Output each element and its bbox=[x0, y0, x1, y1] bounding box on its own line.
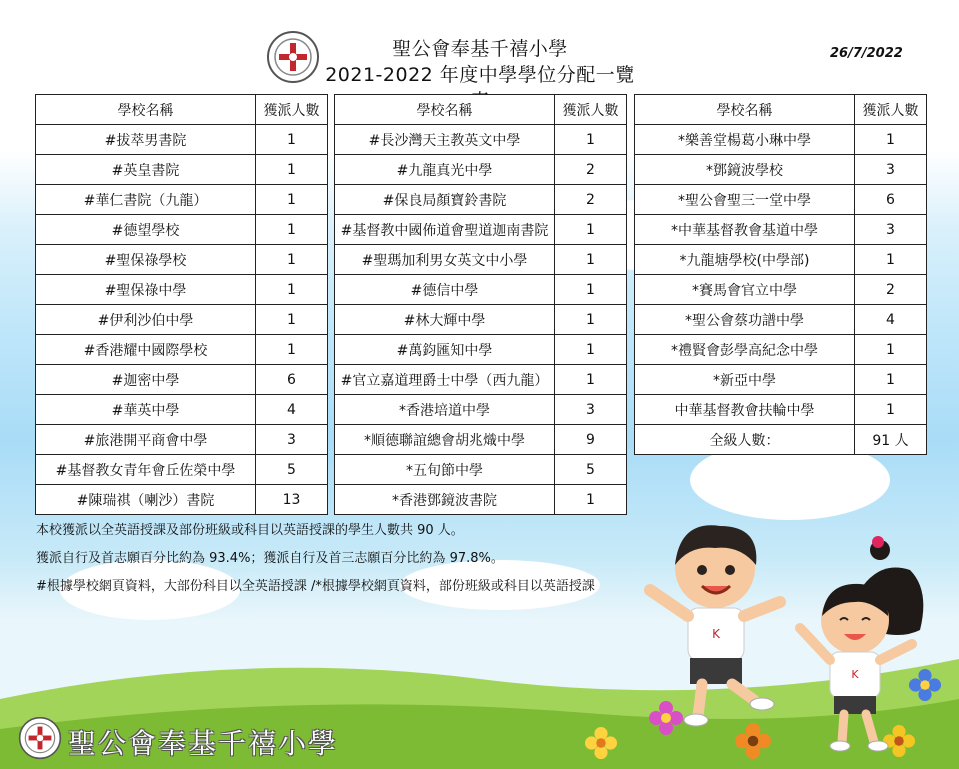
header-school: 學校名稱 bbox=[36, 95, 256, 125]
school-name-cell: *香港鄧鏡波書院 bbox=[335, 485, 555, 515]
table-row bbox=[335, 455, 627, 485]
table-row bbox=[36, 365, 328, 395]
school-name-cell: *香港培道中學 bbox=[335, 395, 555, 425]
total-value: 91 人 bbox=[855, 425, 927, 455]
school-name-cell: #保良局顏寶鈴書院 bbox=[335, 185, 555, 215]
allocation-count-cell: 1 bbox=[855, 245, 927, 275]
header-school: 學校名稱 bbox=[635, 95, 855, 125]
note-line: #根據學校網頁資料，大部份科目以全英語授課 /*根據學校網頁資料，部份班級或科目以英語授課 bbox=[36, 579, 595, 594]
school-name-cell: #九龍真光中學 bbox=[335, 155, 555, 185]
table-row bbox=[36, 425, 328, 455]
school-name-cell: #聖瑪加利男女英文中小學 bbox=[335, 245, 555, 275]
allocation-count-cell: 9 bbox=[555, 425, 627, 455]
svg-text:K: K bbox=[712, 627, 720, 641]
allocation-count-cell: 1 bbox=[855, 335, 927, 365]
school-name-cell: #萬鈞匯知中學 bbox=[335, 335, 555, 365]
table-row bbox=[36, 305, 328, 335]
svg-text:K: K bbox=[851, 668, 859, 681]
table-row bbox=[335, 395, 627, 425]
note-line: 獲派自行及首志願百分比約為 93.4%；獲派自行及首三志願百分比約為 97.8%。 bbox=[36, 551, 504, 566]
school-name-cell: #旅港開平商會中學 bbox=[36, 425, 256, 455]
allocation-count-cell: 1 bbox=[855, 365, 927, 395]
school-name-cell: #拔萃男書院 bbox=[36, 125, 256, 155]
school-name-cell: *五旬節中學 bbox=[335, 455, 555, 485]
allocation-count-cell: 3 bbox=[855, 215, 927, 245]
allocation-count-cell: 1 bbox=[555, 215, 627, 245]
allocation-count-cell: 5 bbox=[555, 455, 627, 485]
table-row bbox=[335, 275, 627, 305]
table-row bbox=[635, 395, 927, 425]
table-row bbox=[36, 245, 328, 275]
table-header-row bbox=[36, 95, 328, 125]
children-illustration bbox=[630, 520, 959, 769]
table-row bbox=[335, 305, 627, 335]
allocation-count-cell: 2 bbox=[855, 275, 927, 305]
allocation-count-cell: 1 bbox=[555, 485, 627, 515]
allocation-count-cell: 1 bbox=[256, 215, 328, 245]
school-name-cell: #基督教中國佈道會聖道迦南書院 bbox=[335, 215, 555, 245]
table-row bbox=[36, 155, 328, 185]
allocation-count-cell: 1 bbox=[555, 335, 627, 365]
table-row bbox=[335, 365, 627, 395]
table-row bbox=[36, 275, 328, 305]
table-row bbox=[335, 335, 627, 365]
allocation-count-cell: 1 bbox=[256, 275, 328, 305]
allocation-count-cell: 3 bbox=[256, 425, 328, 455]
girl-figure bbox=[800, 536, 923, 751]
school-name-cell: #華仁書院（九龍） bbox=[36, 185, 256, 215]
allocation-count-cell: 3 bbox=[555, 395, 627, 425]
school-name-cell: *新亞中學 bbox=[635, 365, 855, 395]
school-name-cell: #林大輝中學 bbox=[335, 305, 555, 335]
notes bbox=[36, 517, 595, 601]
school-name-cell: #香港耀中國際學校 bbox=[36, 335, 256, 365]
allocation-table-1 bbox=[35, 94, 328, 515]
boy-figure bbox=[650, 525, 780, 726]
allocation-count-cell: 1 bbox=[855, 395, 927, 425]
allocation-count-cell: 3 bbox=[855, 155, 927, 185]
school-name-cell: *聖公會聖三一堂中學 bbox=[635, 185, 855, 215]
school-name-cell: *賽馬會官立中學 bbox=[635, 275, 855, 305]
table-row bbox=[635, 125, 927, 155]
allocation-count-cell: 4 bbox=[256, 395, 328, 425]
table-row bbox=[36, 395, 328, 425]
table-row bbox=[335, 125, 627, 155]
allocation-count-cell: 4 bbox=[855, 305, 927, 335]
school-name-cell: #華英中學 bbox=[36, 395, 256, 425]
school-crest-icon bbox=[266, 30, 320, 84]
allocation-count-cell: 1 bbox=[256, 185, 328, 215]
allocation-count-cell: 1 bbox=[256, 245, 328, 275]
school-name-cell: *禮賢會彭學高紀念中學 bbox=[635, 335, 855, 365]
table-row bbox=[335, 215, 627, 245]
allocation-count-cell: 1 bbox=[555, 125, 627, 155]
table-row bbox=[36, 125, 328, 155]
table-row bbox=[335, 155, 627, 185]
school-name-cell: *聖公會蔡功譜中學 bbox=[635, 305, 855, 335]
school-name-cell: #長沙灣天主教英文中學 bbox=[335, 125, 555, 155]
school-name-cell: #官立嘉道理爵士中學（西九龍） bbox=[335, 365, 555, 395]
table-row bbox=[335, 245, 627, 275]
header-count: 獲派人數 bbox=[256, 95, 328, 125]
school-name-cell: #德望學校 bbox=[36, 215, 256, 245]
table-row bbox=[635, 275, 927, 305]
allocation-count-cell: 1 bbox=[855, 125, 927, 155]
school-name-cell: *順德聯誼總會胡兆熾中學 bbox=[335, 425, 555, 455]
school-name-cell: *中華基督教會基道中學 bbox=[635, 215, 855, 245]
school-name-cell: #陳瑞祺（喇沙）書院 bbox=[36, 485, 256, 515]
school-name-cell: #基督教女青年會丘佐榮中學 bbox=[36, 455, 256, 485]
allocation-count-cell: 2 bbox=[555, 155, 627, 185]
header-count: 獲派人數 bbox=[555, 95, 627, 125]
note-line: 本校獲派以全英語授課及部份班級或科目以英語授課的學生人數共 90 人。 bbox=[36, 523, 464, 538]
table-row bbox=[635, 305, 927, 335]
school-name-cell: #德信中學 bbox=[335, 275, 555, 305]
header-count: 獲派人數 bbox=[855, 95, 927, 125]
school-name-cell: #英皇書院 bbox=[36, 155, 256, 185]
allocation-count-cell: 6 bbox=[855, 185, 927, 215]
total-label: 全級人數： bbox=[635, 425, 855, 455]
allocation-count-cell: 5 bbox=[256, 455, 328, 485]
school-name-cell: #迦密中學 bbox=[36, 365, 256, 395]
table-row bbox=[635, 185, 927, 215]
allocation-count-cell: 1 bbox=[256, 335, 328, 365]
school-name-cell: #伊利沙伯中學 bbox=[36, 305, 256, 335]
allocation-table-3 bbox=[634, 94, 927, 455]
school-name: 聖公會奉基千禧小學 bbox=[392, 38, 568, 60]
school-name-cell: *九龍塘學校(中學部) bbox=[635, 245, 855, 275]
school-name-cell: #聖保祿學校 bbox=[36, 245, 256, 275]
flower-icon bbox=[584, 726, 618, 760]
allocation-count-cell: 1 bbox=[256, 305, 328, 335]
allocation-count-cell: 1 bbox=[256, 155, 328, 185]
allocation-count-cell: 1 bbox=[555, 365, 627, 395]
table-row bbox=[36, 335, 328, 365]
report-date: 26/7/2022 bbox=[830, 46, 903, 61]
table-row bbox=[36, 485, 328, 515]
header-school: 學校名稱 bbox=[335, 95, 555, 125]
table-row bbox=[635, 335, 927, 365]
allocation-table-2 bbox=[334, 94, 627, 515]
table-row bbox=[635, 365, 927, 395]
table-row bbox=[335, 185, 627, 215]
table-row bbox=[335, 425, 627, 455]
allocation-count-cell: 13 bbox=[256, 485, 328, 515]
table-row bbox=[635, 215, 927, 245]
total-row bbox=[635, 425, 927, 455]
school-name-cell: *鄧鏡波學校 bbox=[635, 155, 855, 185]
table-row bbox=[635, 245, 927, 275]
table-row bbox=[36, 185, 328, 215]
allocation-count-cell: 1 bbox=[555, 275, 627, 305]
allocation-count-cell: 6 bbox=[256, 365, 328, 395]
school-name-cell: *樂善堂楊葛小琳中學 bbox=[635, 125, 855, 155]
table-row bbox=[335, 485, 627, 515]
table-row bbox=[36, 215, 328, 245]
table-row bbox=[36, 455, 328, 485]
allocation-count-cell: 1 bbox=[256, 125, 328, 155]
footer-school-name: 聖公會奉基千禧小學 bbox=[68, 727, 339, 760]
allocation-count-cell: 1 bbox=[555, 245, 627, 275]
table-subtitle: 2021-2022 年度中學學位分配一覽 bbox=[325, 64, 635, 86]
table-header-row bbox=[635, 95, 927, 125]
table-row bbox=[635, 155, 927, 185]
footer-crest-icon bbox=[18, 716, 62, 760]
allocation-count-cell: 1 bbox=[555, 305, 627, 335]
school-name-cell: #聖保祿中學 bbox=[36, 275, 256, 305]
school-name-cell: 中華基督教會扶輪中學 bbox=[635, 395, 855, 425]
table-header-row bbox=[335, 95, 627, 125]
allocation-count-cell: 2 bbox=[555, 185, 627, 215]
